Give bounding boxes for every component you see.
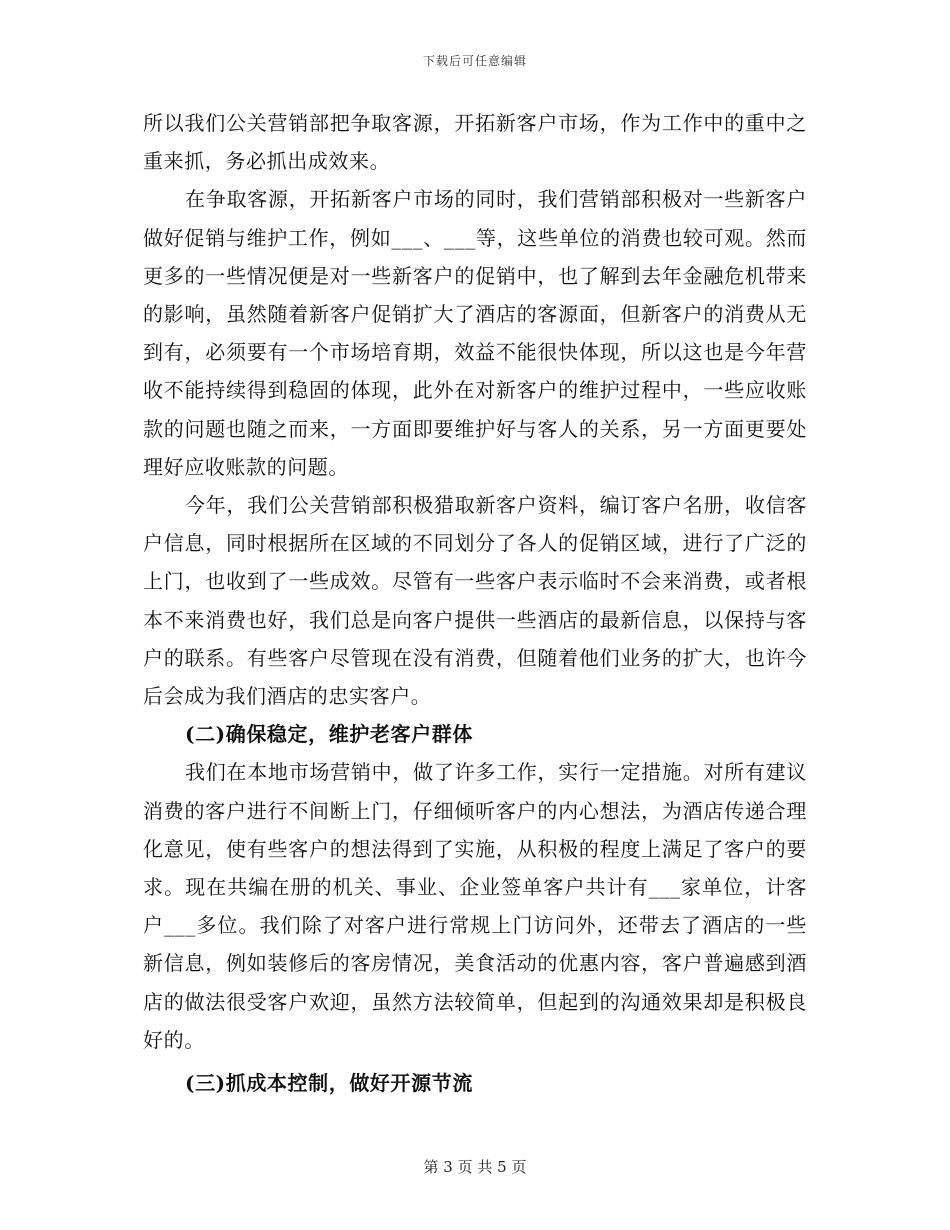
document-body (143, 104, 807, 1102)
section-heading-3: (三)抓成本控制，做好开源节流 (185, 1071, 473, 1096)
paragraph-4: 我们在本地市场营销中，做了许多工作，实行一定措施。对所有建议消费的客户进行不间断上门，仔细倾听客户的内心想法，为酒店传递合理化意见，使有些客户的想法得到了实施，从积极的程度上满足了客户的要求。现在共编在册的机关、事业、企业签单客户共计有___家单位，计客户___多位。我们除了对客户进行常规上门访问外，还带去了酒店的一些新信息，例如装修后的客房情况，美食活动的优惠内容，客户普遍感到酒店的做法很受客户欢迎，虽然方法较简单，但起到的沟通效果却是积极良好的。 (143, 760, 807, 1052)
section-heading-2: (二)确保稳定，维护老客户群体 (185, 722, 473, 747)
paragraph-3: 今年，我们公关营销部积极猎取新客户资料，编订客户名册，收信客户信息，同时根据所在区域的不同划分了各人的促销区域，进行了广泛的上门，也收到了一些成效。尽管有一些客户表示临时不会来消费，或者根本不来消费也好，我们总是向客户提供一些酒店的最新信息，以保持与客户的联系。有些客户尽管现在没有消费，但随着他们业务的扩大，也许今后会成为我们酒店的忠实客户。 (143, 493, 807, 709)
page-header: 下载后可任意编辑 (422, 54, 527, 68)
paragraph-2: 在争取客源，开拓新客户市场的同时，我们营销部积极对一些新客户做好促销与维护工作，例如___、___等，这些单位的消费也较可观。然而更多的一些情况便是对一些新客户的促销中，也了解到去年金融危机带来的影响，虽然随着新客户促销扩大了酒店的客源面，但新客户的消费从无到有，必须要有一个市场培育期，效益不能很快体现，所以这也是今年营收不能持续得到稳固的体现，此外在对新客户的维护过程中，一些应收账款的问题也随之而来，一方面即要维护好与客人的关系，另一方面更要处理好应收账款的问题。 (143, 187, 807, 479)
page-number: 第 3 页 共 5 页 (423, 1158, 527, 1176)
paragraph-1: 所以我们公关营销部把争取客源，开拓新客户市场，作为工作中的重中之重来抓，务必抓出成效来。 (143, 111, 807, 174)
